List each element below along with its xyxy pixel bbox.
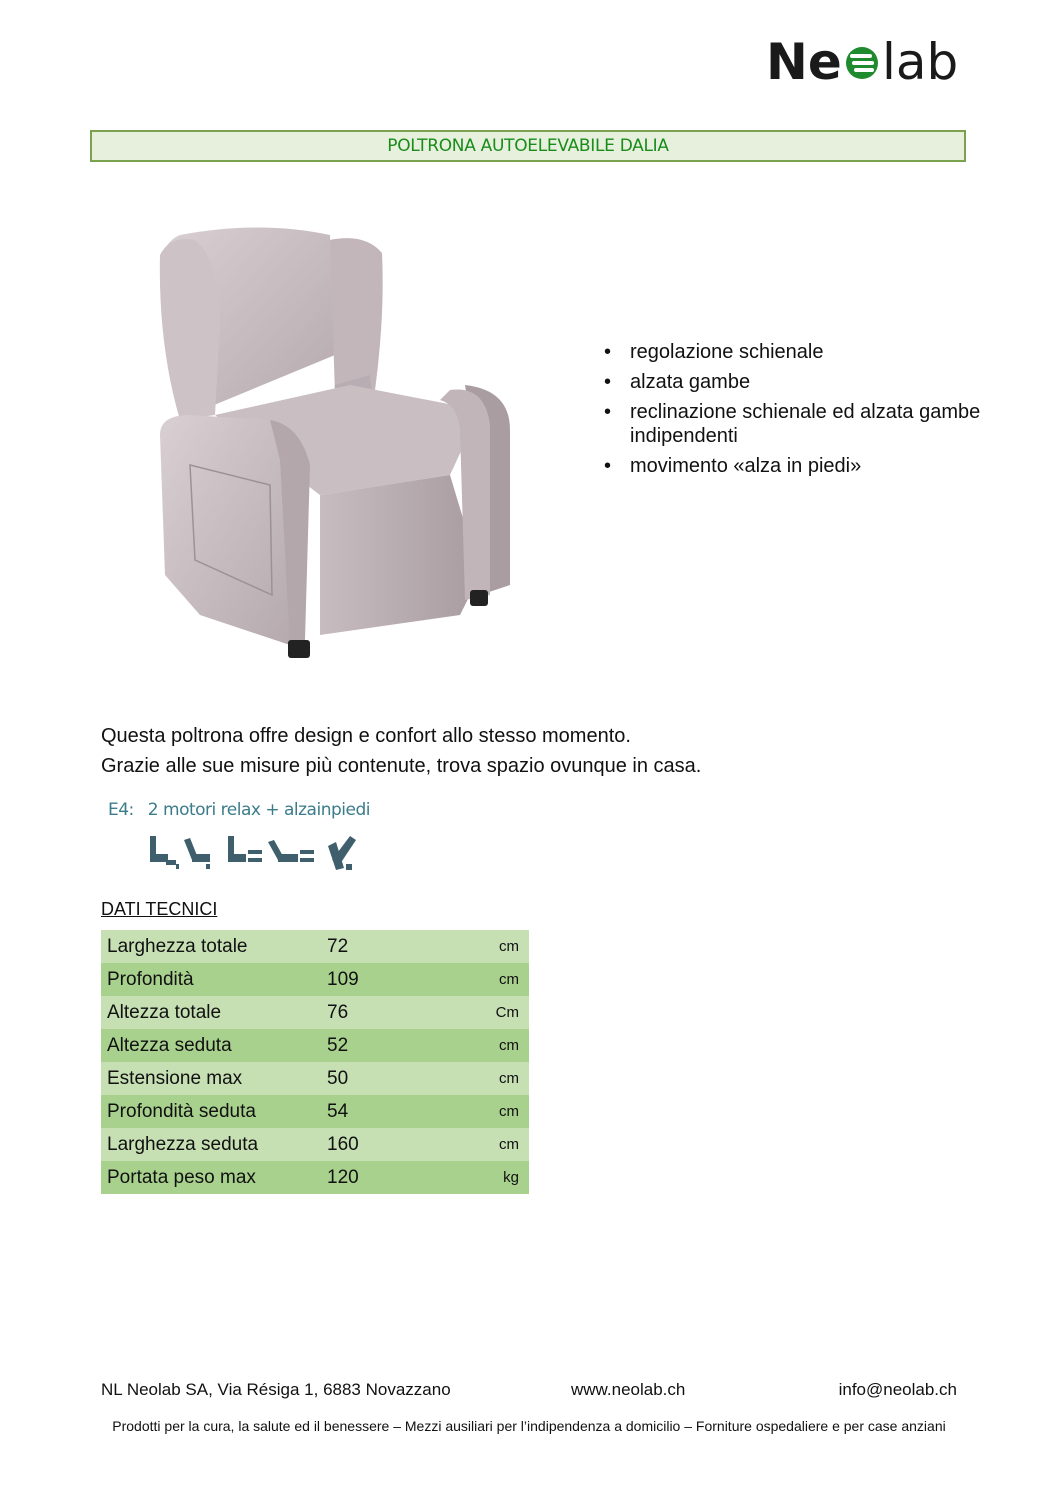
table-row (101, 1095, 529, 1128)
chair-full-recline-icon (268, 840, 314, 862)
chair-upright-icon (150, 836, 179, 869)
table-row (101, 930, 529, 963)
logo-text-lab: lab (882, 33, 959, 90)
neolab-logo (764, 30, 984, 90)
table-row (101, 1062, 529, 1095)
spec-value: 52 (321, 1029, 469, 1062)
specs-table (101, 930, 529, 1194)
spec-value: 76 (321, 996, 469, 1029)
spec-name: Altezza totale (101, 996, 321, 1029)
footer-tagline: Prodotti per la cura, la salute ed il benessere – Mezzi ausiliari per l’indipendenza a domicilio – Forniture ospedaliere e per case anziani (112, 1418, 946, 1434)
logo-hand-icon (846, 47, 878, 79)
motor-position-icons (146, 830, 376, 874)
footer-address: NL Neolab SA, Via Résiga 1, 6883 Novazzano (101, 1380, 451, 1399)
table-row (101, 1029, 529, 1062)
page-title: POLTRONA AUTOELEVABILE DALIA (90, 130, 966, 162)
spec-unit: cm (469, 930, 529, 963)
spec-name: Larghezza totale (101, 930, 321, 963)
motor-label: 2 motori relax + alzainpiedi (147, 800, 370, 820)
spec-value: 160 (321, 1128, 469, 1161)
footer-website-link[interactable]: www.neolab.ch (571, 1380, 686, 1399)
motor-info (108, 800, 370, 820)
spec-value: 109 (321, 963, 469, 996)
chair-recline-icon (184, 838, 210, 869)
product-description (101, 721, 901, 781)
spec-unit: Cm (469, 996, 529, 1029)
spec-value: 72 (321, 930, 469, 963)
spec-name: Larghezza seduta (101, 1128, 321, 1161)
specs-title: DATI TECNICI (101, 899, 218, 919)
feature-item: • alzata gambe (604, 370, 1004, 394)
spec-name: Profondità (101, 963, 321, 996)
spec-name: Profondità seduta (101, 1095, 321, 1128)
spec-name: Altezza seduta (101, 1029, 321, 1062)
spec-unit: cm (469, 1128, 529, 1161)
motor-code: E4: (108, 800, 134, 820)
spec-unit: kg (469, 1161, 529, 1194)
feature-item: • reclinazione schienale ed alzata gambe indipendenti (604, 400, 1004, 448)
table-row (101, 1128, 529, 1161)
feature-item: • movimento «alza in piedi» (604, 454, 1004, 478)
feature-list (604, 340, 1004, 484)
footer-email-link[interactable]: info@neolab.ch (838, 1380, 957, 1399)
spec-value: 120 (321, 1161, 469, 1194)
spec-unit: cm (469, 1095, 529, 1128)
logo-text-ne: Ne (766, 33, 842, 90)
spec-unit: cm (469, 1029, 529, 1062)
feature-item: • regolazione schienale (604, 340, 1004, 364)
spec-unit: cm (469, 1062, 529, 1095)
chair-lift-up-icon (328, 836, 356, 870)
spec-value: 50 (321, 1062, 469, 1095)
description-line: Questa poltrona offre design e confort allo stesso momento. (101, 725, 631, 747)
table-row (101, 996, 529, 1029)
spec-name: Estensione max (101, 1062, 321, 1095)
spec-unit: cm (469, 963, 529, 996)
description-line: Grazie alle sue misure più contenute, trova spazio ovunque in casa. (101, 755, 702, 777)
spec-value: 54 (321, 1095, 469, 1128)
armchair-image (120, 215, 530, 675)
spec-name: Portata peso max (101, 1161, 321, 1194)
table-row (101, 963, 529, 996)
table-row (101, 1161, 529, 1194)
chair-legs-up-icon (228, 836, 262, 862)
